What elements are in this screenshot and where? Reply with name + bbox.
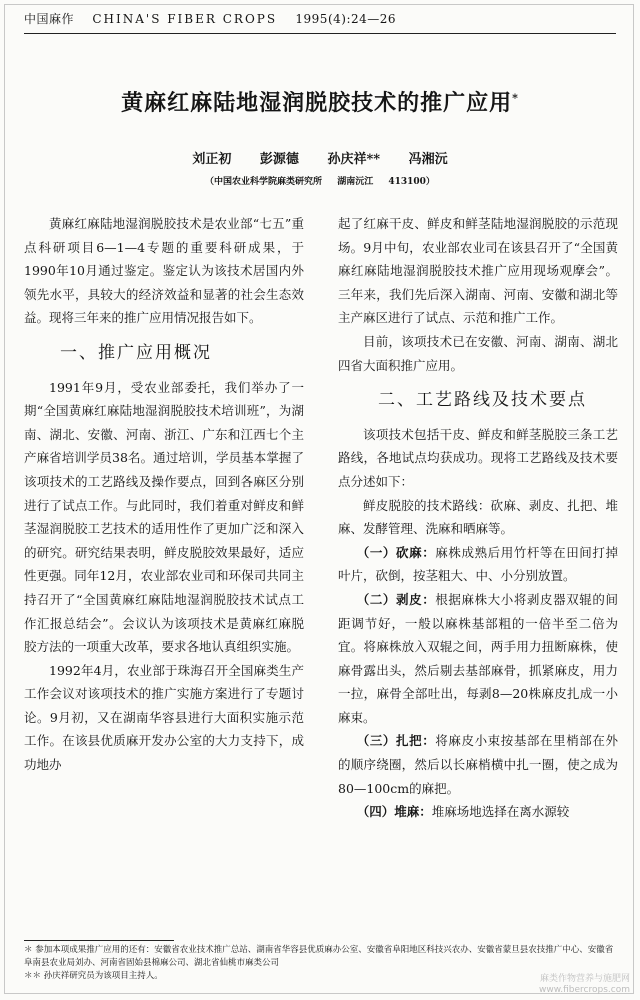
paragraph: 目前，该项技术已在安徽、河南、湖南、湖北四省大面积推广应用。	[338, 333, 618, 373]
journal-name-en: CHINA'S FIBER CROPS	[92, 12, 278, 26]
step-text: 根据麻株大小将剥皮器双辊的间距调节好，一般以麻株基部粗的一倍半至二倍为宜。将麻株放入双辊之间，两手用力扭断麻株，使麻骨露出头，然后剔去基部麻骨，抓紧麻皮，用力一拉，麻骨全部吐出，每剥8—20株麻皮扎成一小麻束。	[338, 591, 618, 725]
title-footnote-mark: *	[512, 91, 519, 105]
step-paragraph	[338, 800, 618, 824]
step-label: （四）堆麻：	[356, 804, 432, 820]
step-label: （二）剥皮：	[356, 591, 436, 607]
affiliation-place: 湖南沅江	[337, 177, 374, 187]
affiliation-institute: （中国农业科学院麻类研究所	[205, 177, 323, 187]
section-heading: 一、推广应用概况	[60, 342, 212, 363]
right-column	[338, 212, 618, 932]
left-column	[24, 212, 304, 932]
paragraph: 1991年9月，受农业部委托，我们举办了一期“全国黄麻红麻陆地湿润脱胶技术培训班”，为湖南、湖北、安徽、河南、浙江、广东和江西七个主产麻省培训学员38名。通过培训，学员基本掌握了该项技术的工艺路线及操作要点，回到各麻区分别进行了试点工作。与此同时，我们着重对鲜皮和鲜茎湿润脱胶工艺技术的适用性作了更加广泛和深入的研究。研究结果表明，鲜皮脱胶效果最好，适应性更强。同年12月，农业部农业司和环保司共同主持召开了“全国黄麻红麻陆地湿润脱胶技术试点工作汇报总结会”。会议认为该项技术是黄麻红麻脱胶方法的一项重大改革，要求各地认真组织实施。	[24, 379, 304, 655]
title-text: 黄麻红麻陆地湿润脱胶技术的推广应用	[121, 90, 513, 116]
running-header	[24, 10, 616, 27]
watermark-name: 麻类作物营养与施肥网	[539, 974, 630, 984]
author: 冯湘沅	[408, 152, 448, 167]
author-list	[0, 148, 640, 167]
step-label: （三）扎把：	[356, 733, 436, 749]
paragraph: 该项技术包括干皮、鲜皮和鲜茎脱胶三条工艺路线，各地试点均获成功。现将工艺路线及技术要点分述如下：	[338, 426, 618, 489]
footnote: ＊＊ 孙庆祥研究员为该项目主持人。	[24, 971, 163, 981]
author: 孙庆祥**	[327, 152, 381, 167]
step-text: 堆麻场地选择在离水源较	[431, 804, 570, 820]
affiliation-postcode: 413100）	[388, 177, 435, 187]
footnote: ＊ 参加本项成果推广应用的还有：安徽省农业技术推广总站、湖南省华容县优质麻办公室、安徽省阜阳地区科技兴农办、安徽省蒙旦县农技推广中心、安徽省阜南县农业局刘办、河南省固始县棉麻公司、湖北省仙桃市麻类公司	[24, 945, 614, 968]
step-paragraph	[338, 541, 618, 588]
journal-name-cn: 中国麻作	[24, 12, 75, 26]
paragraph: 1992年4月，农业部于珠海召开全国麻类生产工作会议对该项技术的推广实施方案进行了专题讨论。9月初，又在湖南华容县进行大面积实施示范工作。在该县优质麻开发办公室的大力支持下，成功地办	[24, 662, 304, 773]
author: 彭源德	[259, 152, 299, 167]
watermark-url: www.fibercrops.com	[539, 985, 630, 995]
section-heading: 二、工艺路线及技术要点	[378, 390, 587, 411]
paragraph: 鲜皮脱胶的技术路线：砍麻、剥皮、扎把、堆麻、发酵管理、洗麻和晒麻等。	[338, 497, 618, 537]
step-paragraph	[338, 588, 618, 730]
step-label: （一）砍麻：	[356, 544, 436, 560]
intro-paragraph: 黄麻红麻陆地湿润脱胶技术是农业部“七五”重点科研项目6—1—4专题的重要科研成果，于1990年10月通过鉴定。鉴定认为该技术居国内外领先水平，具较大的经济效益和显著的社会生态效益。现将三年来的推广应用情况报告如下。	[24, 216, 304, 326]
step-paragraph	[338, 729, 618, 800]
step-text: 将麻皮小束按基部在里梢部在外的顺序绕圈，然后以长麻梢横中扎一圈，使之成为80—100cm的麻把。	[338, 733, 618, 796]
paragraph: 起了红麻干皮、鲜皮和鲜茎陆地湿润脱胶的示范现场。9月中旬，农业部农业司在该县召开了“全国黄麻红麻陆地湿润脱胶技术推广应用现场观摩会”。三年来，我们先后深入湖南、河南、安徽和湖北等主产麻区进行了试点、示范和推广工作。	[338, 216, 618, 326]
step-text: 麻株成熟后用竹杆等在田间打掉叶片，砍倒，按茎粗大、中、小分别放置。	[338, 544, 618, 584]
header-rule	[24, 33, 616, 34]
author: 刘正初	[192, 152, 232, 167]
citation: 1995(4):24—26	[295, 12, 397, 26]
footnote-rule	[24, 940, 174, 941]
footnotes	[24, 944, 616, 983]
affiliation	[0, 174, 640, 187]
watermark	[539, 974, 630, 996]
article-title	[0, 86, 640, 117]
